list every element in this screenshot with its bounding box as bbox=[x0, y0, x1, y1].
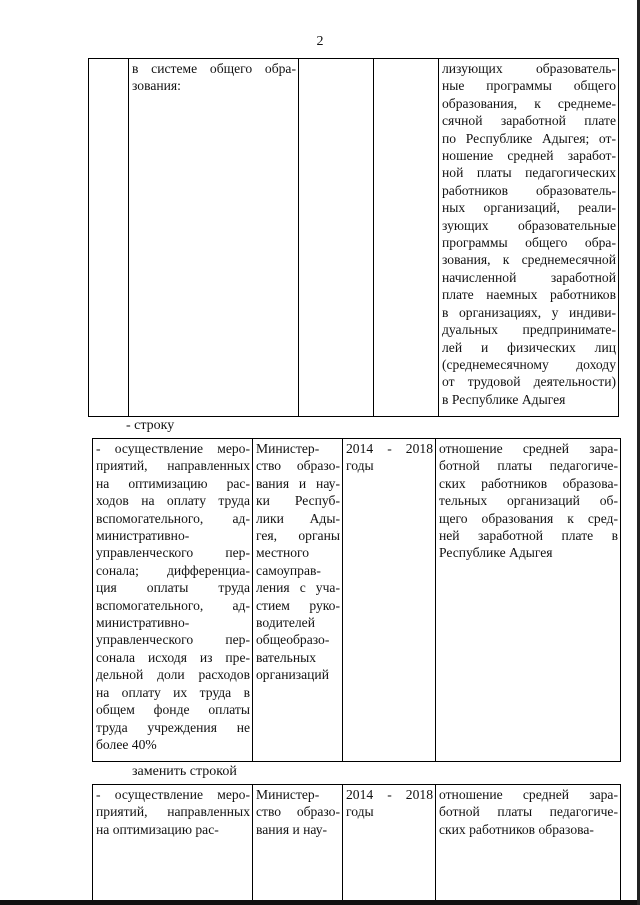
t2-measure-line: сонала исходя из пре- bbox=[96, 649, 250, 665]
t1-cell-indicator-name bbox=[129, 59, 299, 417]
t2-measure-line: управленческого пер- bbox=[96, 632, 250, 648]
t2-indicator-line: ских работников образова- bbox=[439, 475, 618, 491]
t2-period-line: 2014 - 2018 bbox=[346, 441, 433, 456]
t2-cell-period bbox=[343, 439, 436, 762]
t2-responsible-line: ки Респуб- bbox=[256, 493, 340, 509]
t2-indicator-line: щего образования к сред- bbox=[439, 510, 618, 526]
t3-period-line: годы bbox=[346, 804, 374, 820]
t3-measure-line: приятий, направленных bbox=[96, 804, 250, 820]
t1-cell-empty-1 bbox=[89, 59, 129, 417]
scan-bottom-edge bbox=[0, 900, 640, 905]
t2-measure-line: вспомогательного, ад- bbox=[96, 597, 250, 613]
t1-cell-empty-3 bbox=[299, 59, 374, 417]
t1-indicator-desc-line: от трудовой деятельности) bbox=[442, 374, 616, 390]
t2-cell-responsible bbox=[253, 439, 343, 762]
t1-indicator-desc-line: ных организаций, реали- bbox=[442, 200, 616, 216]
t2-measure-line: труда учреждения не bbox=[96, 719, 250, 735]
t2-indicator-line: тельных организаций об- bbox=[439, 493, 618, 509]
t2-responsible-line: общеобразо- bbox=[256, 632, 330, 648]
t2-measure-line: ходов на оплату труда bbox=[96, 493, 250, 509]
t2-measure-line: вспомогательного, ад- bbox=[96, 510, 250, 526]
t3-responsible-line: ство образо- bbox=[256, 804, 340, 820]
t1-indicator-desc-line: начисленной заработной bbox=[442, 269, 616, 285]
t1-indicator-desc-line: (среднемесячному доходу bbox=[442, 356, 616, 372]
t2-measure-line: более 40% bbox=[96, 736, 157, 752]
t2-cell-measure bbox=[93, 439, 253, 762]
t1-indicator-desc-line: сячной заработной плате bbox=[442, 113, 616, 129]
t1-cell-empty-4 bbox=[374, 59, 439, 417]
t2-indicator-line: ботной платы педагогиче- bbox=[439, 458, 618, 474]
t3-indicator-line: ских работников образова- bbox=[439, 821, 594, 837]
t1-indicator-desc-line: в организациях, у индиви- bbox=[442, 304, 616, 320]
t1-cell-indicator-desc bbox=[439, 59, 619, 417]
t2-responsible-line: водителей bbox=[256, 615, 315, 631]
t2-measure-line: министративно- bbox=[96, 528, 190, 544]
t3-measure-line: - осуществление меро- bbox=[96, 787, 250, 802]
t2-measure-line: сонала; дифференциа- bbox=[96, 562, 250, 578]
t3-indicator-line: отношение средней зара- bbox=[439, 787, 618, 802]
t1-indicator-desc-line: лизующих образователь- bbox=[442, 61, 616, 76]
t2-measure-line: на оплату их труда в bbox=[96, 684, 250, 700]
t2-indicator-line: ней заработной плате в bbox=[439, 528, 618, 544]
t2-responsible-line: местного bbox=[256, 545, 310, 561]
t2-measure-line: дельной доли расходов bbox=[96, 667, 250, 683]
t1-indicator-desc-line: зующих образовательные bbox=[442, 217, 616, 233]
t3-cell-responsible bbox=[253, 785, 343, 905]
t1-indicator-desc-line: программы общего обра- bbox=[442, 235, 616, 251]
t2-responsible-line: гея, органы bbox=[256, 528, 340, 544]
t1-indicator-desc-line: ношение средней заработ- bbox=[442, 148, 616, 164]
t3-responsible-line: вания и нау- bbox=[256, 821, 328, 837]
label-replace: заменить строкой bbox=[132, 764, 237, 779]
t2-measure-line: на оптимизацию рас- bbox=[96, 475, 250, 491]
t1-indicator-desc-line: лей и физических лиц bbox=[442, 339, 616, 355]
t3-cell-measure bbox=[93, 785, 253, 905]
t2-measure-line: министративно- bbox=[96, 615, 190, 631]
t2-responsible-line: Министер- bbox=[256, 441, 320, 456]
t1-indicator-desc-line: по Республике Адыгея; от- bbox=[442, 130, 616, 146]
t1-indicator-desc-line: ной платы педагогических bbox=[442, 165, 616, 181]
table-row-new bbox=[92, 784, 621, 905]
t2-responsible-line: стием руко- bbox=[256, 597, 340, 613]
t1-indicator-name-line: зования: bbox=[132, 78, 181, 94]
t2-measure-line: управленческого пер- bbox=[96, 545, 250, 561]
t2-indicator-line: отношение средней зара- bbox=[439, 441, 618, 456]
t3-measure-line: на оптимизацию рас- bbox=[96, 821, 219, 837]
t1-indicator-name-line: в системе общего обра- bbox=[132, 61, 296, 76]
t2-responsible-line: лики Ады- bbox=[256, 510, 340, 526]
t2-measure-line: - осуществление меро- bbox=[96, 441, 250, 456]
t2-responsible-line: самоуправ- bbox=[256, 562, 321, 578]
page-number: 2 bbox=[316, 34, 324, 49]
t1-indicator-desc-line: плате наемных работников bbox=[442, 287, 616, 303]
t3-cell-period bbox=[343, 785, 436, 905]
t2-responsible-line: вания и нау- bbox=[256, 475, 340, 491]
t2-indicator-line: Республике Адыгея bbox=[439, 545, 553, 561]
t2-cell-indicator bbox=[436, 439, 621, 762]
t1-indicator-desc-line: ные программы общего bbox=[442, 78, 616, 94]
label-row: - строку bbox=[126, 418, 175, 433]
t2-responsible-line: ство образо- bbox=[256, 458, 340, 474]
t1-indicator-desc-line: зования, к среднемесячной bbox=[442, 252, 616, 268]
table-continuation bbox=[88, 58, 619, 417]
t2-responsible-line: организаций bbox=[256, 667, 329, 683]
t2-responsible-line: вательных bbox=[256, 649, 317, 665]
t1-indicator-desc-line: дуальных предпринимате- bbox=[442, 322, 616, 338]
t1-indicator-desc-line: образования, к среднеме- bbox=[442, 95, 616, 111]
t1-indicator-desc-line: работников образователь- bbox=[442, 182, 616, 198]
t1-indicator-desc-line: в Республике Адыгея bbox=[442, 391, 566, 407]
t3-period-line: 2014 - 2018 bbox=[346, 787, 433, 802]
t2-responsible-line: ления с уча- bbox=[256, 580, 340, 596]
t2-period-line: годы bbox=[346, 458, 374, 474]
table-row-old bbox=[92, 438, 621, 762]
t3-indicator-line: ботной платы педагогиче- bbox=[439, 804, 618, 820]
t2-measure-line: общем фонде оплаты bbox=[96, 702, 250, 718]
t2-measure-line: ция оплаты труда bbox=[96, 580, 250, 596]
t3-cell-indicator bbox=[436, 785, 621, 905]
t2-measure-line: приятий, направленных bbox=[96, 458, 250, 474]
t3-responsible-line: Министер- bbox=[256, 787, 320, 802]
